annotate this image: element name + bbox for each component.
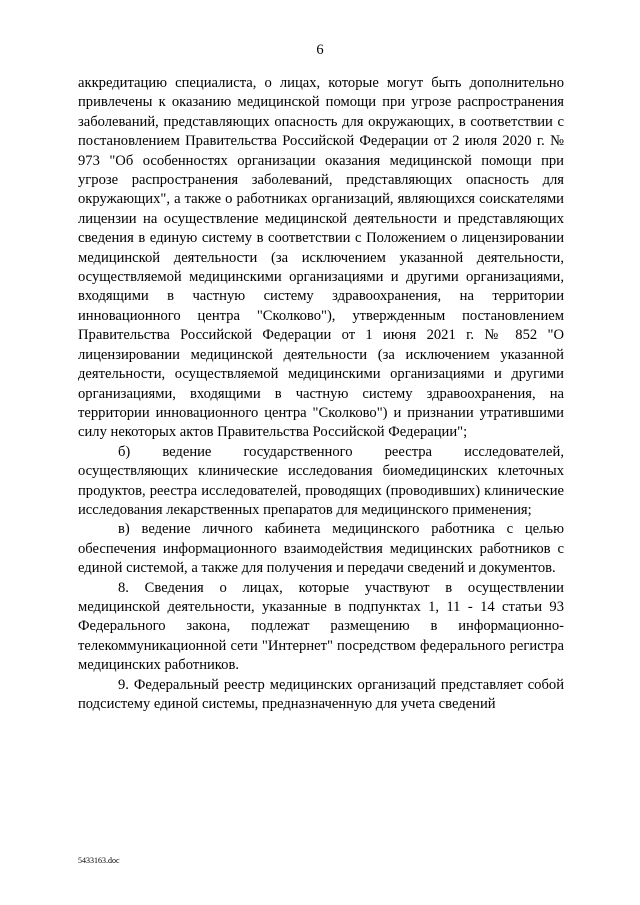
page-number: 6: [316, 42, 324, 58]
paragraph-continuation: аккредитацию специалиста, о лицах, которые могут быть дополнительно привлечены к оказанию медицинской помощи при угрозе распространения заболеваний, представляющих опасность для окружающих, в соответствии с постановлением Правительства Российской Федерации от 2 июля 2020 г. № 973 "Об особенностях организации оказания медицинской помощи при угрозе распространения заболеваний, представляющих опасность для окружающих", а также о работниках организаций, являющихся соискателями лицензии на осуществление медицинской деятельности и представляющих сведения в единую систему в соответствии с Положением о лицензировании медицинской деятельности (за исключением указанной деятельности, осуществляемой медицинскими организациями и другими организациями, входящими в частную систему здравоохранения, на территории инновационного центра "Сколково"), утвержденным постановлением Правительства Российской Федерации от 1 июня 2021 г. № 852 "О лицензировании медицинской деятельности (за исключением указанной деятельности, осуществляемой медицинскими организациями и другими организациями, входящими в частную систему здравоохранения, на территории инновационного центра "Сколково") и признании утратившими силу некоторых актов Правительства Российской Федерации";: [78, 75, 564, 441]
paragraph-item-v: в) ведение личного кабинета медицинского работника с целью обеспечения информационного взаимодействия медицинских работников с единой системой, а также для получения и передачи сведений и документов.: [78, 521, 564, 577]
paragraph-8: 8. Сведения о лицах, которые участвуют в осуществлении медицинской деятельности, указанные в подпунктах 1, 11 - 14 статьи 93 Федерального закона, подлежат размещению в информационно-телекоммуникационной сети "Интернет" посредством федерального регистра медицинских работников.: [78, 579, 564, 674]
footer-doc-code: 5433163.doc: [78, 856, 120, 865]
paragraph-9: 9. Федеральный реестр медицинских организаций представляет собой подсистему единой системы, предназначенную для учета сведений: [78, 676, 564, 712]
paragraph-item-b: б) ведение государственного реестра исследователей, осуществляющих клинические исследования биомедицинских клеточных продуктов, реестра исследователей, проводящих (проводивших) клинические исследования лекарственных препаратов для медицинского применения;: [78, 443, 564, 518]
document-body: [78, 74, 564, 714]
